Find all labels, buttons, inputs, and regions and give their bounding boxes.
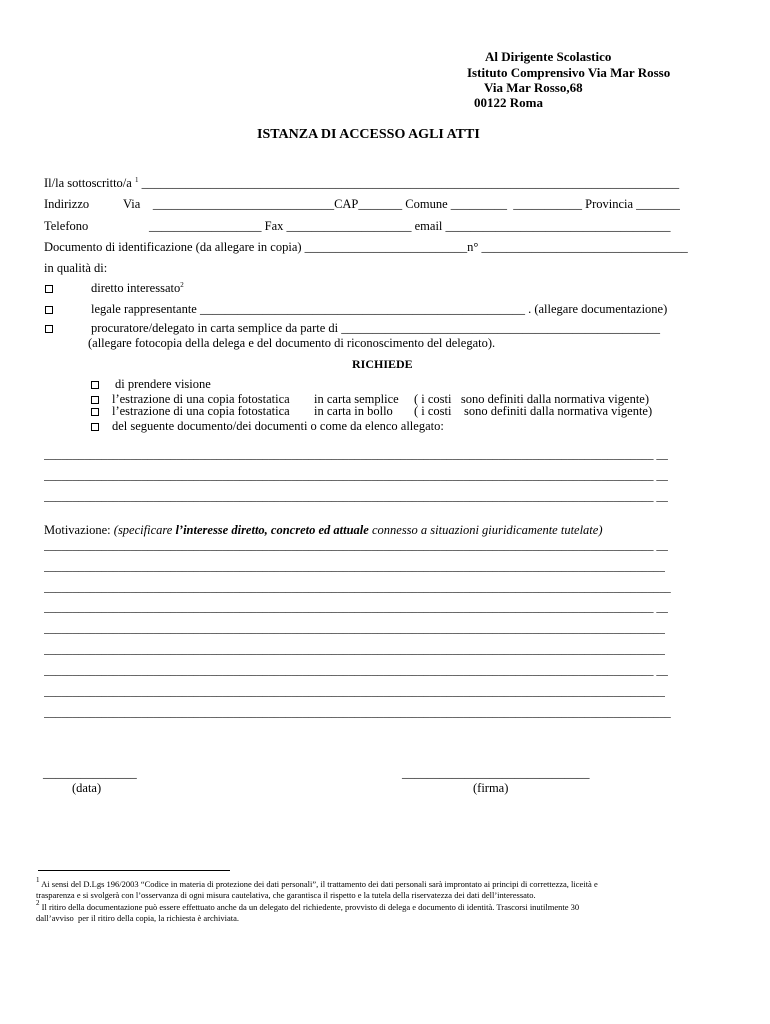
numero-field[interactable]: _________________________________ — [481, 240, 688, 254]
option-procuratore-delegato — [91, 322, 660, 335]
option-legale-rappresentante — [91, 303, 667, 316]
indirizzo-label: Indirizzo — [44, 197, 90, 211]
documento-row — [44, 241, 688, 254]
motivation-line[interactable]: ____________________________________________________________________________________________________________ — [44, 687, 665, 698]
comune-field[interactable]: _________ ___________ — [450, 197, 582, 211]
sottoscritto-field[interactable]: ______________________________________________________________________________________ — [141, 176, 680, 190]
footnote-number: 1 — [36, 876, 40, 884]
legale-rappresentante-field[interactable]: ____________________________________________________ — [199, 302, 525, 316]
option-documenti: del seguente documento/dei documenti o come da elenco allegato: — [112, 419, 444, 433]
motivation-line[interactable]: _____________________________________________________________________________________________________________ — [44, 583, 671, 594]
checkbox-diretto-interessato[interactable] — [45, 285, 53, 293]
option-label: diretto interessato — [91, 281, 181, 295]
checkbox-documenti[interactable] — [91, 423, 99, 431]
qualita-label: in qualità di: — [44, 261, 108, 275]
footnote-1-cont: trasparenza e si svolgerà con l’osservanza di ogni misura cautelativa, che garantisca il rispetto e la tutela della riservatezza dei dati dell’interessato. — [36, 890, 536, 900]
numero-label: n° — [467, 240, 479, 254]
sottoscritto-row — [44, 177, 679, 190]
option-suffix: . (allegare documentazione) — [528, 302, 668, 316]
procuratore-field[interactable]: ___________________________________________________ — [341, 321, 660, 335]
option-costi-semplice: ( i costi sono definiti dalla normativa vigente) — [414, 392, 650, 406]
sottoscritto-label: Il/la sottoscritto/a — [44, 176, 132, 190]
motivation-line[interactable]: __________________________________________________________________________________________________________ __ — [44, 541, 668, 552]
option-diretto-interessato — [91, 282, 184, 295]
recipient-line-4: 00122 Roma — [474, 95, 543, 110]
motivazione-label: Motivazione: — [44, 523, 111, 537]
motivazione-row — [44, 524, 603, 537]
footnote-ref-2: 2 — [180, 281, 184, 289]
document-line[interactable]: __________________________________________________________________________________________________________ __ — [44, 492, 668, 503]
document-line[interactable]: __________________________________________________________________________________________________________ __ — [44, 450, 668, 461]
richiede-heading: RICHIEDE — [352, 357, 413, 371]
email-label: email — [414, 219, 443, 233]
checkbox-legale-rappresentante[interactable] — [45, 306, 53, 314]
data-label: (data) — [72, 781, 102, 795]
option-procuratore-note: (allegare fotocopia della delega e del documento di riconoscimento del delegato). — [88, 336, 496, 350]
comune-label: Comune — [405, 197, 448, 211]
checkbox-copia-semplice[interactable] — [91, 396, 99, 404]
checkbox-visione[interactable] — [91, 381, 99, 389]
cap-label: CAP — [334, 197, 359, 211]
provincia-label: Provincia — [585, 197, 634, 211]
footnote-number: 2 — [36, 899, 40, 907]
telefono-row — [149, 220, 671, 233]
email-field[interactable]: ____________________________________ — [445, 219, 671, 233]
footnote-text: Ai sensi del D.Lgs 196/2003 “Codice in materia di protezione dei dati personali”, il trattamento dei dati personali sarà improntato ai principi di correttezza, liceità e — [41, 879, 598, 889]
via-label: Via — [123, 197, 141, 211]
footnote-2 — [36, 899, 580, 912]
motivation-line[interactable]: __________________________________________________________________________________________________________ __ — [44, 603, 668, 614]
option-label: procuratore/delegato in carta semplice da parte di — [91, 321, 339, 335]
motivazione-hint-bold: l’interesse diretto, concreto ed attuale — [175, 523, 369, 537]
fax-label: Fax — [264, 219, 284, 233]
cap-field[interactable]: _______ — [358, 197, 403, 211]
checkbox-procuratore-delegato[interactable] — [45, 325, 53, 333]
option-carta-bollo: in carta in bollo — [314, 404, 393, 418]
motivation-line[interactable]: ____________________________________________________________________________________________________________ — [44, 645, 665, 656]
option-copia-bollo: l’estrazione di una copia fotostatica — [112, 404, 290, 418]
footnote-2-cont: dall’avviso per il ritiro della copia, la richiesta è archiviata. — [36, 913, 239, 923]
documento-field[interactable]: __________________________ — [304, 240, 468, 254]
option-copia-semplice: l’estrazione di una copia fotostatica — [112, 392, 290, 406]
telefono-label: Telefono — [44, 219, 89, 233]
option-visione: di prendere visione — [115, 377, 211, 391]
footnote-ref-1: 1 — [134, 176, 139, 184]
motivazione-hint-close: connesso a situazioni giuridicamente tutelate) — [368, 523, 603, 537]
data-field[interactable]: _______________ — [43, 766, 137, 780]
motivation-line[interactable]: ____________________________________________________________________________________________________________ — [44, 624, 665, 635]
provincia-field[interactable]: _______ — [636, 197, 680, 211]
motivazione-hint-open: (specificare — [113, 523, 176, 537]
footnote-text: Il ritiro della documentazione può essere effettuato anche da un delegato del richiedente, provvisto di delega e documento di identità. Trascorsi inutilmente 30 — [41, 902, 580, 912]
indirizzo-row — [123, 198, 680, 211]
via-field[interactable]: _____________________________ — [152, 197, 335, 211]
recipient-line-3: Via Mar Rosso,68 — [484, 80, 583, 95]
firma-field[interactable]: ______________________________ — [402, 766, 590, 780]
document-line[interactable]: __________________________________________________________________________________________________________ __ — [44, 471, 668, 482]
documento-label: Documento di identificazione (da allegare in copia) — [44, 240, 302, 254]
telefono-field[interactable]: __________________ — [149, 219, 262, 233]
footnote-1 — [36, 876, 598, 889]
firma-label: (firma) — [473, 781, 509, 795]
option-label: legale rappresentante — [91, 302, 197, 316]
checkbox-copia-bollo[interactable] — [91, 408, 99, 416]
motivation-line[interactable]: __________________________________________________________________________________________________________ __ — [44, 666, 668, 677]
fax-field[interactable]: ____________________ — [286, 219, 412, 233]
motivation-line[interactable]: _____________________________________________________________________________________________________________ — [44, 708, 671, 719]
option-costi-bollo: ( i costi sono definiti dalla normativa vigente) — [414, 404, 653, 418]
footnote-separator — [38, 870, 230, 871]
motivation-line[interactable]: ____________________________________________________________________________________________________________ — [44, 562, 665, 573]
recipient-line-1: Al Dirigente Scolastico — [485, 49, 612, 64]
recipient-line-2: Istituto Comprensivo Via Mar Rosso — [467, 65, 671, 80]
option-carta-semplice: in carta semplice — [314, 392, 399, 406]
page-title: ISTANZA DI ACCESSO AGLI ATTI — [257, 127, 480, 142]
